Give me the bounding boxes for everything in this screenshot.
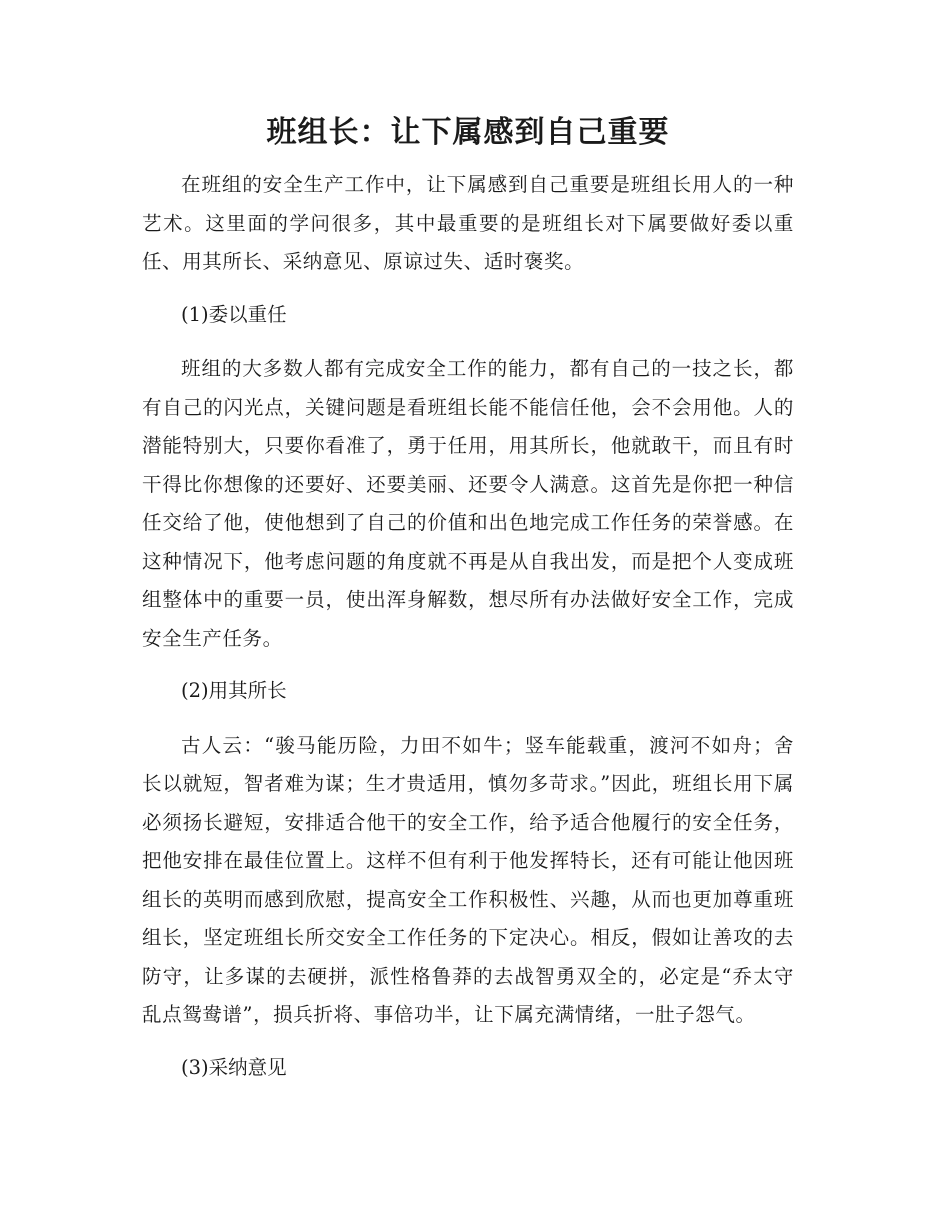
section-heading-1: (1)委以重任 bbox=[181, 302, 287, 326]
document-page bbox=[142, 108, 794, 1103]
section-heading-2: (2)用其所长 bbox=[181, 679, 287, 702]
intro-paragraph: 在班组的安全生产工作中，让下属感到自己重要是班组长用人的一种艺术。这里面的学问很多，其中最重要的是班组长对下属要做好委以重任、用其所长、采纳意见、原谅过失、适时褒奖。 bbox=[142, 173, 794, 273]
section-body-1: 班组的大多数人都有完成安全工作的能力，都有自己的一技之长，都有自己的闪光点，关键问题是看班组长能不能信任他，会不会用他。人的潜能特别大，只要你看准了，勇于任用，用其所长，他就敢干，而且有时干得比你想像的还要好、还要美丽、还要令人满意。这首先是你把一种信任交给了他，使他想到了自己的价值和出色地完成工作任务的荣誉感。在这种情况下，他考虑问题的角度就不再是从自我出发，而是把个人变成班组整体中的重要一员，使出浑身解数，想尽所有办法做好安全工作，完成安全生产任务。 bbox=[142, 357, 794, 650]
section-body-2: 古人云：“骏马能历险，力田不如牛；竖车能载重，渡河不如舟；舍长以就短，智者难为谋；生才贵适用，慎勿多苛求。”因此，班组长用下属必须扬长避短，安排适合他干的安全工作，给予适合他履行的安全任务，把他安排在最佳位置上。这样不但有利于他发挥特长，还有可能让他因班组长的英明而感到欣慰，提高安全工作积极性、兴趣，从而也更加尊重班组长，坚定班组长所交安全工作任务的下定决心。相反，假如让善攻的去防守，让多谋的去硬拼，派性格鲁莽的去战智勇双全的，必定是“乔太守乱点鸳鸯谱”，损兵折将、事倍功半，让下属充满情绪，一肚子怨气。 bbox=[142, 733, 794, 1026]
section-heading-3: (3)采纳意见 bbox=[181, 1055, 287, 1079]
document-title: 班组长：让下属感到自己重要 bbox=[266, 115, 670, 150]
